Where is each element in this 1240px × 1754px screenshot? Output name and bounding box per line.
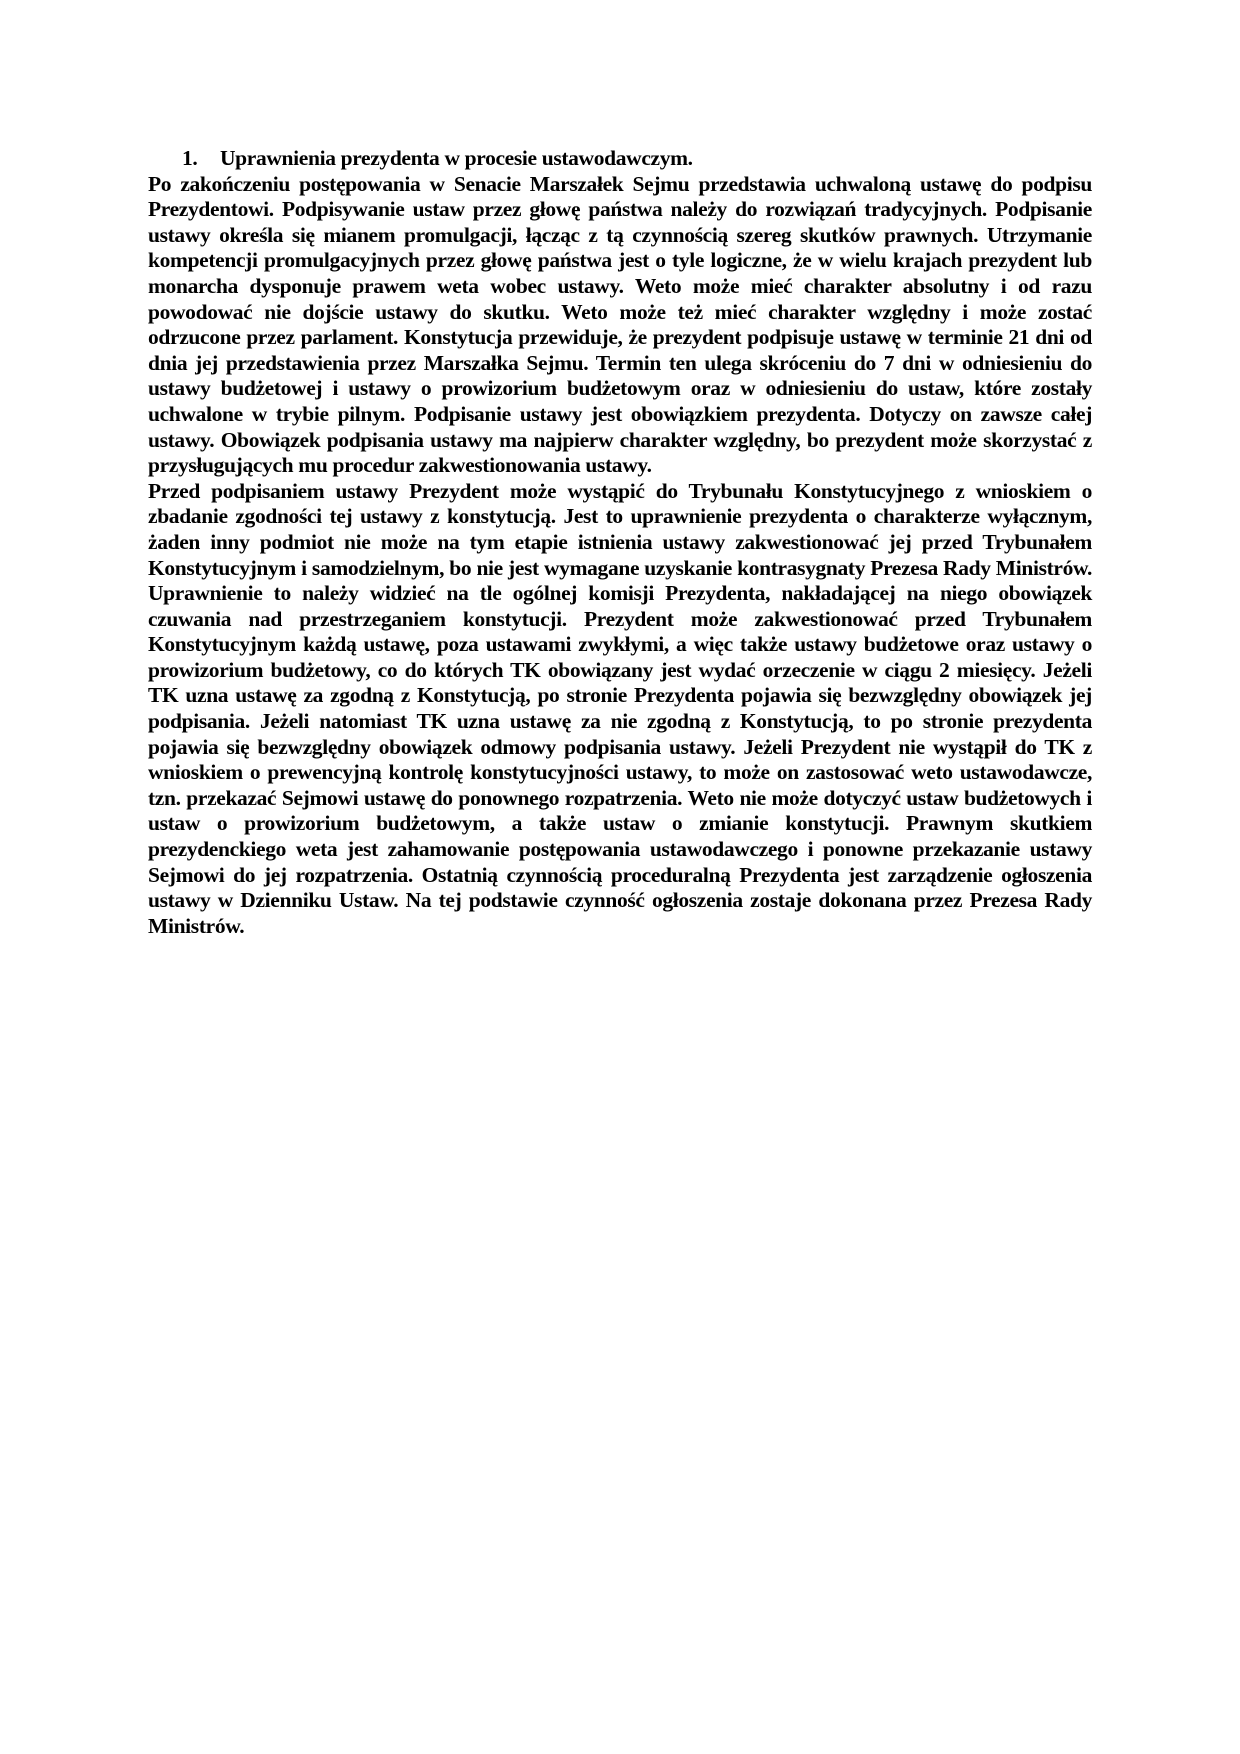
- paragraph-constitutional-review: Przed podpisaniem ustawy Prezydent może wystąpić do Trybunału Konstytucyjnego z wnioskiem o zbadanie zgodności tej ustawy z konstytucją. Jest to uprawnienie prezydenta o charakterze wyłącznym, żaden inny podmiot nie może na tym etapie istnienia ustawy zakwestionować jej przed Trybunałem Konstytucyjnym i samodzielnym, bo nie jest wymagane uzyskanie kontrasygnaty Prezesa Rady Ministrów. Uprawnienie to należy widzieć na tle ogólnej komisji Prezydenta, nakładającej na niego obowiązek czuwania nad przestrzeganiem konstytucji. Prezydent może zakwestionować przed Trybunałem Konstytucyjnym każdą ustawę, poza ustawami zwykłymi, a więc także ustawy budżetowe oraz ustawy o prowizorium budżetowy, co do których TK obowiązany jest wydać orzeczenie w ciągu 2 miesięcy. Jeżeli TK uzna ustawę za zgodną z Konstytucją, po stronie Prezydenta pojawia się bezwzględny obowiązek jej podpisania. Jeżeli natomiast TK uzna ustawę za nie zgodną z Konstytucją, to po stronie prezydenta pojawia się bezwzględny obowiązek odmowy podpisania ustawy. Jeżeli Prezydent nie wystąpił do TK z wnioskiem o prewencyjną kontrolę konstytucyjności ustawy, to może on zastosować weto ustawodawcze, tzn. przekazać Sejmowi ustawę do ponownego rozpatrzenia. Weto nie może dotyczyć ustaw budżetowych i ustaw o prowizorium budżetowym, a także ustaw o zmianie konstytucji. Prawnym skutkiem prezydenckiego weta jest zahamowanie postępowania ustawodawczego i ponowne przekazanie ustawy Sejmowi do jej rozpatrzenia. Ostatnią czynnością proceduralną Prezydenta jest zarządzenie ogłoszenia ustawy w Dzienniku Ustaw. Na tej podstawie czynność ogłoszenia zostaje dokonana przez Prezesa Rady Ministrów.: [148, 478, 1092, 938]
- heading-number: 1.: [182, 146, 198, 170]
- paragraph-promulgation: Po zakończeniu postępowania w Senacie Marszałek Sejmu przedstawia uchwaloną ustawę do podpisu Prezydentowi. Podpisywanie ustaw przez głowę państwa należy do rozwiązań tradycyjnych. Podpisanie ustawy określa się mianem promulgacji, łącząc z tą czynnością szereg skutków prawnych. Utrzymanie kompetencji promulgacyjnych przez głowę państwa jest o tyle logiczne, że w wielu krajach prezydent lub monarcha dysponuje prawem weta wobec ustawy. Weto może mieć charakter absolutny i od razu powodować nie dojście ustawy do skutku. Weto może też mieć charakter względny i może zostać odrzucone przez parlament. Konstytucja przewiduje, że prezydent podpisuje ustawę w terminie 21 dni od dnia jej przedstawienia przez Marszałka Sejmu. Termin ten ulega skróceniu do 7 dni w odniesieniu do ustawy budżetowej i ustawy o prowizorium budżetowym oraz w odniesieniu do ustaw, które zostały uchwalone w trybie pilnym. Podpisanie ustawy jest obowiązkiem prezydenta. Dotyczy on zawsze całej ustawy. Obowiązek podpisania ustawy ma najpierw charakter względny, bo prezydent może skorzystać z przysługujących mu procedur zakwestionowania ustawy.: [148, 171, 1092, 478]
- document-page: [148, 146, 1092, 939]
- section-heading: [182, 146, 1092, 172]
- heading-title: Uprawnienia prezydenta w procesie ustawodawczym.: [220, 146, 693, 170]
